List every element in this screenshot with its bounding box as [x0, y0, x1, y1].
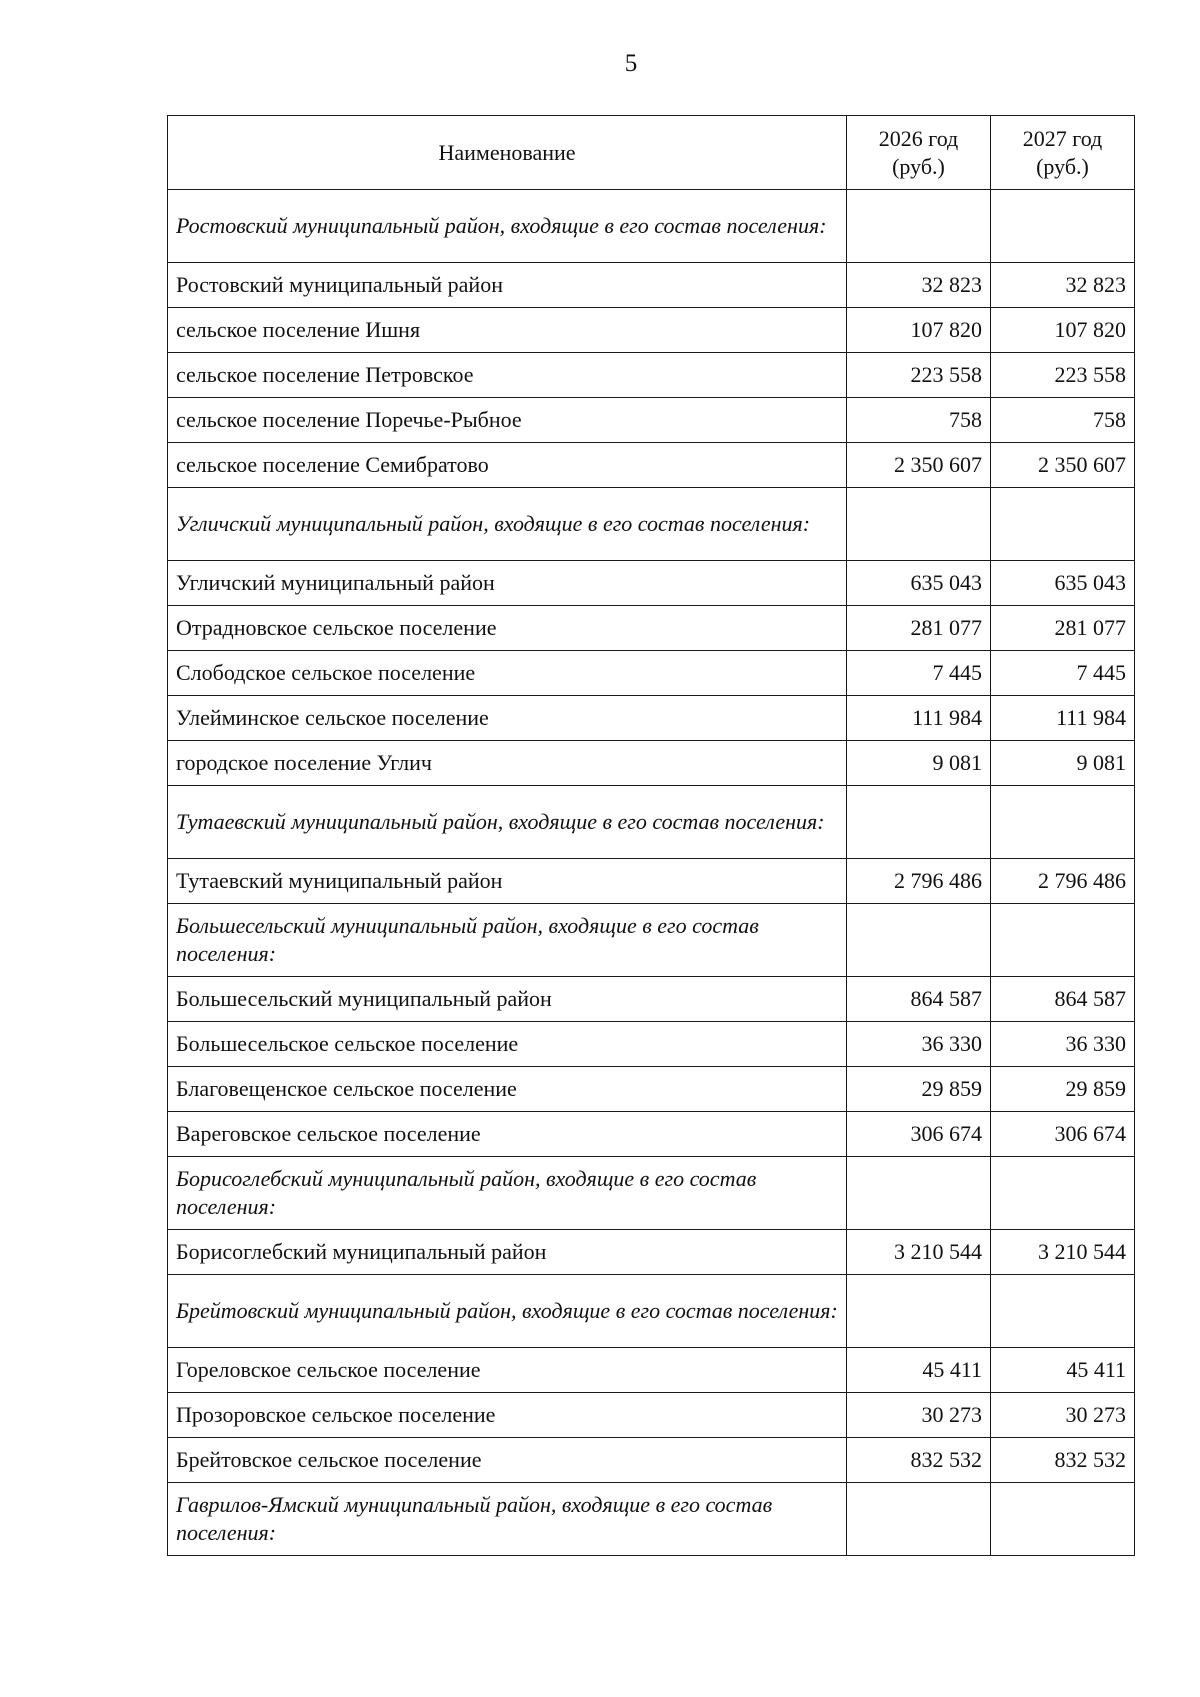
value-2027-cell: [991, 190, 1135, 263]
name-cell: сельское поселение Ишня: [168, 308, 847, 353]
value-2026-cell: 32 823: [847, 263, 991, 308]
value-2027-cell: 2 350 607: [991, 443, 1135, 488]
header-year-2027: [991, 116, 1135, 190]
value-2026-cell: [847, 1483, 991, 1556]
group-name-cell: Тутаевский муниципальный район, входящие в его состав поселения:: [168, 786, 847, 859]
value-2027-cell: [991, 1157, 1135, 1230]
value-2027-cell: 32 823: [991, 263, 1135, 308]
group-name-cell: Большесельский муниципальный район, входящие в его состав поселения:: [168, 904, 847, 977]
name-cell: Вареговское сельское поселение: [168, 1112, 847, 1157]
value-2026-cell: 29 859: [847, 1067, 991, 1112]
value-2026-cell: 2 350 607: [847, 443, 991, 488]
value-2027-cell: 758: [991, 398, 1135, 443]
value-2026-cell: 758: [847, 398, 991, 443]
name-cell: Ростовский муниципальный район: [168, 263, 847, 308]
name-cell: Угличский муниципальный район: [168, 561, 847, 606]
value-2027-cell: 3 210 544: [991, 1230, 1135, 1275]
value-2027-cell: 107 820: [991, 308, 1135, 353]
value-2027-cell: 832 532: [991, 1438, 1135, 1483]
table-row: [168, 398, 1135, 443]
value-2027-cell: 45 411: [991, 1348, 1135, 1393]
group-header-row: [168, 1157, 1135, 1230]
value-2026-cell: 45 411: [847, 1348, 991, 1393]
value-2026-cell: 223 558: [847, 353, 991, 398]
name-cell: сельское поселение Поречье-Рыбное: [168, 398, 847, 443]
value-2026-cell: 9 081: [847, 741, 991, 786]
name-cell: Благовещенское сельское поселение: [168, 1067, 847, 1112]
value-2026-cell: 111 984: [847, 696, 991, 741]
name-cell: сельское поселение Петровское: [168, 353, 847, 398]
value-2027-cell: 30 273: [991, 1393, 1135, 1438]
table-row: [168, 1393, 1135, 1438]
group-name-cell: Гаврилов-Ямский муниципальный район, входящие в его состав поселения:: [168, 1483, 847, 1556]
header-name-label: Наименование: [438, 139, 576, 165]
value-2027-cell: [991, 786, 1135, 859]
value-2027-cell: 281 077: [991, 606, 1135, 651]
value-2027-cell: [991, 904, 1135, 977]
value-2026-cell: 281 077: [847, 606, 991, 651]
value-2026-cell: 30 273: [847, 1393, 991, 1438]
value-2027-cell: 111 984: [991, 696, 1135, 741]
table-row: [168, 1438, 1135, 1483]
group-header-row: [168, 786, 1135, 859]
value-2026-cell: [847, 190, 991, 263]
value-2026-cell: [847, 488, 991, 561]
value-2026-cell: 36 330: [847, 1022, 991, 1067]
header-year-2026: [847, 116, 991, 190]
name-cell: Борисоглебский муниципальный район: [168, 1230, 847, 1275]
value-2027-cell: 29 859: [991, 1067, 1135, 1112]
value-2026-cell: 635 043: [847, 561, 991, 606]
name-cell: Прозоровское сельское поселение: [168, 1393, 847, 1438]
value-2027-cell: 7 445: [991, 651, 1135, 696]
group-header-row: [168, 1275, 1135, 1348]
value-2027-cell: 36 330: [991, 1022, 1135, 1067]
value-2027-cell: 9 081: [991, 741, 1135, 786]
table-row: [168, 353, 1135, 398]
budget-table: [167, 115, 1135, 1556]
name-cell: Большесельское сельское поселение: [168, 1022, 847, 1067]
name-cell: Брейтовское сельское поселение: [168, 1438, 847, 1483]
table-row: [168, 977, 1135, 1022]
table-row: [168, 1067, 1135, 1112]
header-year-2026-unit: (руб.): [892, 153, 945, 179]
group-header-row: [168, 1483, 1135, 1556]
header-name: [168, 116, 847, 190]
value-2026-cell: 107 820: [847, 308, 991, 353]
value-2026-cell: [847, 904, 991, 977]
group-name-cell: Брейтовский муниципальный район, входящие в его состав поселения:: [168, 1275, 847, 1348]
name-cell: Улейминское сельское поселение: [168, 696, 847, 741]
value-2027-cell: 223 558: [991, 353, 1135, 398]
group-header-row: [168, 488, 1135, 561]
table-row: [168, 859, 1135, 904]
name-cell: Слободское сельское поселение: [168, 651, 847, 696]
name-cell: Гореловское сельское поселение: [168, 1348, 847, 1393]
table-row: [168, 561, 1135, 606]
table-row: [168, 308, 1135, 353]
name-cell: Отрадновское сельское поселение: [168, 606, 847, 651]
value-2027-cell: [991, 1483, 1135, 1556]
name-cell: Тутаевский муниципальный район: [168, 859, 847, 904]
table-row: [168, 1230, 1135, 1275]
value-2026-cell: 864 587: [847, 977, 991, 1022]
table-row: [168, 741, 1135, 786]
value-2026-cell: 2 796 486: [847, 859, 991, 904]
value-2026-cell: 7 445: [847, 651, 991, 696]
value-2026-cell: 832 532: [847, 1438, 991, 1483]
table-body: [168, 190, 1135, 1556]
table-row: [168, 1022, 1135, 1067]
group-header-row: [168, 190, 1135, 263]
header-year-2027-unit: (руб.): [1036, 153, 1089, 179]
table-row: [168, 263, 1135, 308]
value-2027-cell: 864 587: [991, 977, 1135, 1022]
table-header: [168, 116, 1135, 190]
table-row: [168, 443, 1135, 488]
table-row: [168, 606, 1135, 651]
header-row: [168, 116, 1135, 190]
value-2026-cell: 3 210 544: [847, 1230, 991, 1275]
group-name-cell: Борисоглебский муниципальный район, входящие в его состав поселения:: [168, 1157, 847, 1230]
page-number: 5: [624, 50, 638, 77]
value-2026-cell: 306 674: [847, 1112, 991, 1157]
value-2026-cell: [847, 1275, 991, 1348]
table-row: [168, 696, 1135, 741]
header-year-2027-label: 2027 год: [1022, 125, 1103, 151]
group-name-cell: Ростовский муниципальный район, входящие в его состав поселения:: [168, 190, 847, 263]
group-name-cell: Угличский муниципальный район, входящие в его состав поселения:: [168, 488, 847, 561]
name-cell: сельское поселение Семибратово: [168, 443, 847, 488]
value-2026-cell: [847, 1157, 991, 1230]
header-year-2026-label: 2026 год: [878, 125, 959, 151]
value-2027-cell: [991, 1275, 1135, 1348]
value-2027-cell: 306 674: [991, 1112, 1135, 1157]
table-row: [168, 651, 1135, 696]
value-2026-cell: [847, 786, 991, 859]
value-2027-cell: 635 043: [991, 561, 1135, 606]
name-cell: городское поселение Углич: [168, 741, 847, 786]
table-row: [168, 1348, 1135, 1393]
table-row: [168, 1112, 1135, 1157]
value-2027-cell: [991, 488, 1135, 561]
name-cell: Большесельский муниципальный район: [168, 977, 847, 1022]
group-header-row: [168, 904, 1135, 977]
value-2027-cell: 2 796 486: [991, 859, 1135, 904]
